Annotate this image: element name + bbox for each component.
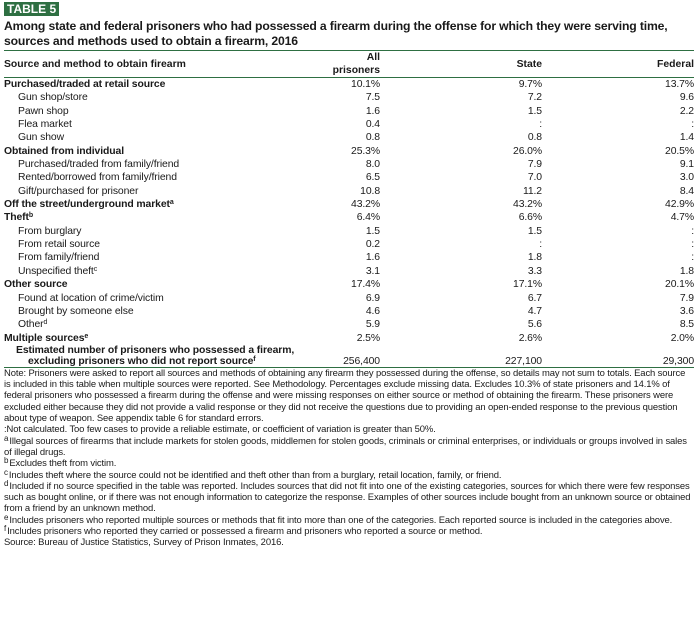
row-label: [4, 292, 330, 305]
footnote-a: [4, 433, 694, 459]
table-row: [4, 171, 694, 184]
cell-all: 17.4%: [351, 279, 380, 291]
table-row: [4, 238, 694, 251]
cell-state: 3.3: [527, 265, 542, 277]
note-main: Note: Prisoners were asked to report all sources and methods of obtaining any firearm they possessed during the offense, so details may not sum to totals. Each source is included in this table when multiple sources were reported. See Methodology. Percentages exclude missing data. Excludes 10.3% of state prisoners and 14.1% of federal prisoners who possessed a firearm during the offense and were missing responses on either source or method of obtaining the firearm. These prisoners were excluded either because they did not provide a valid response or they did not receive the questions due to providing an open-ended response to the previous question about type of weapon. See appendix table 6 for standard errors.: [4, 367, 686, 425]
table-row: [4, 211, 694, 224]
row-label: [4, 278, 330, 291]
footnote-mark: d: [43, 319, 48, 327]
cell-all: 1.5: [365, 225, 380, 237]
footnote-mark: e: [84, 332, 89, 340]
cell-state: 17.1%: [513, 279, 542, 291]
cell-state: 7.2: [527, 92, 542, 104]
footnote-b: [4, 458, 694, 469]
row-label-text: Purchased/traded from family/friend: [18, 159, 180, 171]
row-label: [4, 332, 330, 345]
table-row: [4, 198, 694, 211]
row-label-text: Flea market: [18, 119, 72, 131]
cell-state: 11.2: [522, 185, 542, 197]
cell-federal: 1.8: [679, 265, 694, 277]
cell-federal: :: [691, 225, 694, 237]
footnote-c: [4, 467, 694, 481]
note-source: Source: Bureau of Justice Statistics, Survey of Prison Inmates, 2016.: [4, 537, 284, 549]
column-header-source: Source and method to obtain firearm: [4, 58, 186, 70]
row-label-text: Other source: [4, 279, 68, 291]
cell-federal: :: [691, 239, 694, 251]
footnote-marker: c: [4, 467, 8, 477]
cell-federal: 20.1%: [665, 279, 694, 291]
cell-federal: 7.9: [679, 292, 694, 304]
cell-all: 8.0: [365, 159, 380, 171]
cell-state: 26.0%: [513, 145, 542, 157]
footnote-marker: f: [4, 524, 7, 534]
table-row: [4, 91, 694, 104]
cell-state: 7.9: [527, 159, 542, 171]
cell-federal: 2.0%: [670, 332, 694, 344]
cell-all: 2.5%: [356, 332, 380, 344]
estimate-state: 227,100: [505, 355, 542, 367]
cell-state: 1.8: [527, 252, 542, 264]
row-label-text: Rented/borrowed from family/friend: [18, 172, 177, 184]
row-label: [4, 171, 330, 184]
table-row: [4, 78, 694, 92]
cell-all: 3.1: [365, 265, 380, 277]
estimate-label-line1: Estimated number of prisoners who possessed a firearm,: [16, 344, 295, 356]
footnote-d: [4, 478, 694, 515]
footnote-text: Illegal sources of firearms that include markets for stolen goods, middlemen for stolen goods, criminals or criminal enterprises, or individuals or groups involved in sales of illegal drugs.: [4, 435, 687, 458]
footnote-text: Includes prisoners who reported multiple sources or methods that fit into more than one of the categories. Each reported source is included in the categories above.: [9, 514, 673, 526]
row-label-text: Purchased/traded at retail source: [4, 79, 166, 90]
footnote-text: Excludes theft from victim.: [9, 458, 117, 470]
row-label: [4, 225, 330, 238]
cell-state: 9.7%: [518, 79, 542, 90]
cell-state: 6.7: [527, 292, 542, 304]
table-header-row: [4, 51, 694, 78]
cell-state: 1.5: [527, 105, 542, 117]
estimate-label: [4, 345, 330, 367]
cell-all: 6.4%: [356, 212, 380, 224]
row-label: [4, 91, 330, 104]
row-label-text: Off the street/underground market: [4, 199, 170, 211]
table-title: Among state and federal prisoners who had possessed a firearm during the offense for which they were serving time, sources and methods used to obtain a firearm, 2016: [4, 19, 668, 48]
cell-federal: 3.0: [679, 172, 694, 184]
cell-federal: 8.4: [679, 185, 694, 197]
row-label-text: Obtained from individual: [4, 145, 124, 157]
cell-federal: 9.1: [679, 159, 694, 171]
cell-federal: 42.9%: [665, 199, 694, 211]
cell-federal: 1.4: [679, 132, 694, 144]
cell-state: :: [539, 119, 542, 131]
footnote-mark: c: [93, 265, 98, 273]
table-row: [4, 278, 694, 291]
row-label: [4, 238, 330, 251]
footnote-marker: d: [4, 478, 9, 488]
row-label-text: Gun show: [18, 132, 64, 144]
cell-state: 6.6%: [518, 212, 542, 224]
cell-state: 5.6: [527, 319, 542, 331]
cell-state: 2.6%: [518, 332, 542, 344]
row-label-text: Gun shop/store: [18, 92, 88, 104]
row-label: [4, 78, 330, 92]
row-label: [4, 131, 330, 144]
table-row: [4, 118, 694, 131]
table-body: [4, 78, 694, 345]
row-label: [4, 251, 330, 264]
cell-all: 25.3%: [351, 145, 380, 157]
table-page: [4, 0, 694, 549]
footnote-marker: b: [4, 456, 9, 466]
row-label: [4, 265, 330, 278]
row-label-text: Multiple sources: [4, 332, 85, 344]
cell-federal: 4.7%: [670, 212, 694, 224]
row-label: [4, 105, 330, 118]
cell-federal: 3.6: [679, 305, 694, 317]
estimate-federal: 29,300: [662, 355, 694, 367]
cell-all: 6.5: [365, 172, 380, 184]
data-table: [4, 51, 694, 367]
cell-all: 4.6: [365, 305, 380, 317]
cell-all: 0.8: [365, 132, 380, 144]
cell-state: 4.7: [527, 305, 542, 317]
column-header-all: All prisoners: [332, 52, 380, 76]
estimate-row: [4, 345, 694, 367]
cell-all: 1.6: [365, 105, 380, 117]
table-row: [4, 131, 694, 144]
column-header-state: State: [516, 58, 542, 70]
footnote-mark: a: [169, 199, 174, 207]
row-label: [4, 198, 330, 211]
table-row: [4, 318, 694, 331]
footnote-f: [4, 526, 694, 537]
footnote-marker: e: [4, 512, 9, 522]
row-label: [4, 318, 330, 331]
estimate-all: 256,400: [343, 355, 380, 367]
estimate-label-line2: excluding prisoners who did not report source: [28, 355, 254, 367]
cell-all: 1.6: [365, 252, 380, 264]
cell-state: 0.8: [527, 132, 542, 144]
row-label-text: Unspecified theft: [18, 265, 94, 277]
table-row: [4, 251, 694, 264]
row-label-text: Brought by someone else: [18, 305, 134, 317]
cell-state: 1.5: [527, 225, 542, 237]
row-label-text: From family/friend: [18, 252, 100, 264]
cell-all: 0.4: [365, 119, 380, 131]
row-label: [4, 118, 330, 131]
table-label: TABLE 5: [4, 2, 59, 16]
row-label-text: From retail source: [18, 239, 100, 251]
note-not-calculated: :Not calculated. Too few cases to provide a reliable estimate, or coefficient of variation is greater than 50%.: [4, 424, 436, 436]
row-label: [4, 145, 330, 158]
cell-state: 7.0: [527, 172, 542, 184]
cell-state: :: [539, 239, 542, 251]
row-label: [4, 158, 330, 171]
cell-federal: :: [691, 252, 694, 264]
cell-all: 10.8: [360, 185, 380, 197]
cell-federal: :: [691, 119, 694, 131]
table-row: [4, 332, 694, 345]
table-row: [4, 105, 694, 118]
cell-all: 5.9: [365, 319, 380, 331]
footnote-text: Included if no source specified in the table was reported. Includes sources that did not fit into one of the existing categories, sources for which there were few responses such as bought online, or if there was not enough information to categorize the response. Examples of other sources include bought from an unknown source or obtained from a friend by an unknown method.: [4, 480, 691, 515]
table-row: [4, 265, 694, 278]
column-header-federal: Federal: [657, 58, 694, 70]
footnote-e: [4, 512, 694, 526]
row-label: [4, 211, 330, 224]
table-row: [4, 292, 694, 305]
cell-federal: 20.5%: [665, 145, 694, 157]
row-label-text: Found at location of crime/victim: [18, 292, 164, 304]
cell-all: 7.5: [365, 92, 380, 104]
row-label: [4, 185, 330, 198]
table-row: [4, 158, 694, 171]
cell-federal: 8.5: [679, 319, 694, 331]
cell-all: 43.2%: [351, 199, 380, 211]
cell-all: 6.9: [365, 292, 380, 304]
cell-state: 43.2%: [513, 199, 542, 211]
notes-section: [4, 368, 694, 549]
footnote-marker: a: [4, 433, 9, 443]
table-row: [4, 185, 694, 198]
row-label-text: Pawn shop: [18, 105, 69, 117]
table-row: [4, 145, 694, 158]
table-row: [4, 305, 694, 318]
row-label-text: Gift/purchased for prisoner: [18, 185, 139, 197]
table-row: [4, 225, 694, 238]
cell-federal: 9.6: [679, 92, 694, 104]
footnote-mark: b: [28, 212, 34, 220]
cell-federal: 2.2: [679, 105, 694, 117]
footnote-text: Includes prisoners who reported they carried or possessed a firearm and prisoners who reported a source or method.: [7, 526, 483, 538]
row-label-text: Theft: [4, 212, 29, 224]
cell-federal: 13.7%: [665, 79, 694, 90]
row-label: [4, 305, 330, 318]
row-label-text: Other: [18, 319, 44, 331]
footnote-text: Includes theft where the source could not be identified and theft other than from a burglary, retail location, family, or friend.: [8, 469, 502, 481]
estimate-footnote-mark: f: [253, 355, 256, 363]
footnotes-list: [4, 433, 694, 538]
cell-all: 0.2: [365, 239, 380, 251]
cell-all: 10.1%: [351, 79, 380, 90]
row-label-text: From burglary: [18, 225, 82, 237]
